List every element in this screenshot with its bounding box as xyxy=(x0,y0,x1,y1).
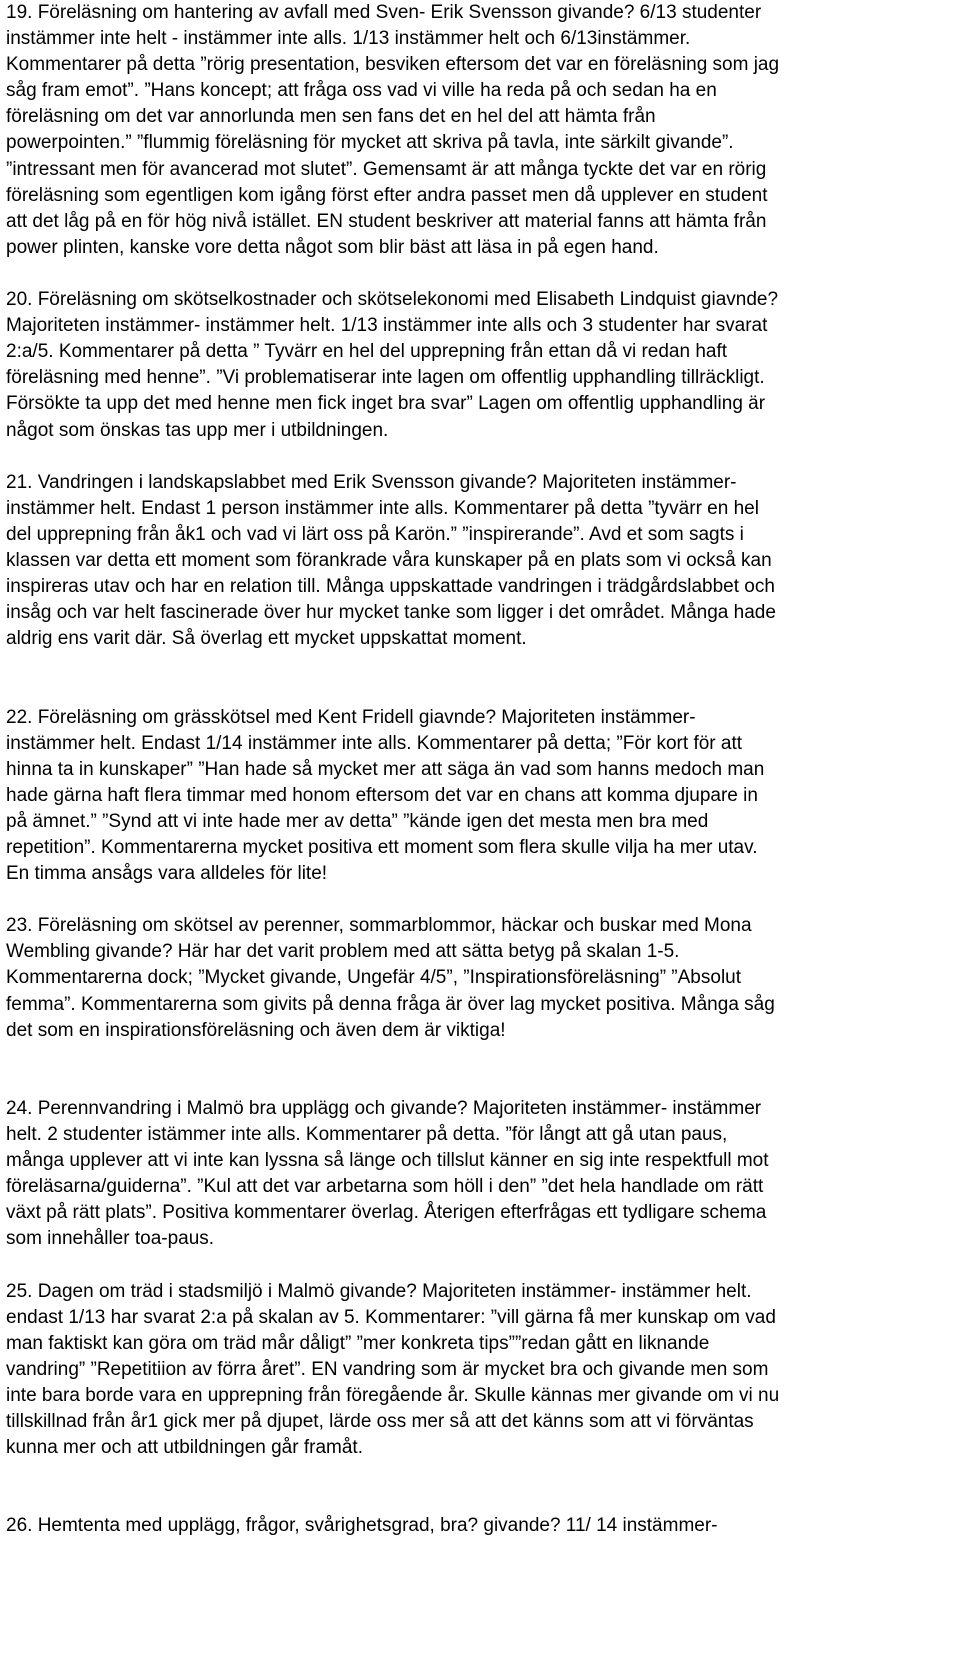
text-line: 19. Föreläsning om hantering av avfall med Sven- Erik Svensson givande? 6/13 studenter xyxy=(6,2,762,23)
paragraph-spacer xyxy=(6,652,950,704)
text-line: på ämnet.” ”Synd att vi inte hade mer av detta” ”kände igen det mesta men bra med xyxy=(6,810,709,832)
text-line: hinna ta in kunskaper” ”Han hade så mycket mer att säga än vad som hanns medoch man xyxy=(6,758,765,780)
text-line: femma”. Kommentarerna som givits på denna fråga är över lag mycket positiva. Många såg xyxy=(6,993,775,1015)
question-25-paragraph xyxy=(6,1279,950,1462)
text-line: insåg och var helt fascinerade över hur mycket tanke som ligger i det området. Många hade xyxy=(6,602,776,624)
text-line: 21. Vandringen i landskapslabbet med Erik Svensson givande? Majoriteten instämmer- xyxy=(6,471,737,493)
question-19-paragraph xyxy=(6,0,950,261)
text-line: power plinten, kanske vore detta något som blir bäst att läsa in på egen hand. xyxy=(6,236,659,258)
text-line: det som en inspirationsföreläsning och även dem är viktiga! xyxy=(6,1019,506,1041)
paragraph-spacer xyxy=(6,1253,950,1279)
text-line: många upplever att vi inte kan lyssna så länge och tillslut känner en sig inte respektfull mot xyxy=(6,1150,769,1172)
text-line: kunna mer och att utbildningen går framåt. xyxy=(6,1437,363,1459)
paragraph-spacer xyxy=(6,444,950,470)
text-line: föreläsning om det var annorlunda men sen fans det en hel del att hämta från xyxy=(6,106,656,128)
text-line: inspireras utav och har en relation till. Många uppskattade vandringen i trädgårdslabbet och xyxy=(6,576,775,598)
text-line: powerpointen.” ”flummig föreläsning för mycket att skriva på tavla, inte särkilt givande”. xyxy=(6,132,734,154)
question-21-paragraph xyxy=(6,470,950,653)
text-line: Kommentarer på detta ”rörig presentation, besviken eftersom det var en föreläsning som jag xyxy=(6,54,780,76)
paragraph-spacer xyxy=(6,1044,950,1096)
text-line: tillskillnad från år1 gick mer på djupet, lärde oss mer så att det känns som att vi förväntas xyxy=(6,1411,754,1433)
question-22-paragraph xyxy=(6,705,950,888)
text-line: 22. Föreläsning om grässkötsel med Kent Fridell giavnde? Majoriteten instämmer- xyxy=(6,706,696,728)
question-23-paragraph xyxy=(6,913,950,1043)
text-line: Försökte ta upp det med henne men fick inget bra svar” Lagen om offentlig upphandling är xyxy=(6,393,766,415)
text-line: att det låg på en för hög nivå istället. EN student beskriver att material fanns att hämta från xyxy=(6,210,767,232)
text-line: 25. Dagen om träd i stadsmiljö i Malmö givande? Majoriteten instämmer- instämmer helt. xyxy=(6,1280,752,1302)
text-line: inte bara borde vara en upprepning från föregående år. Skulle kännas mer givande om vi nu xyxy=(6,1384,780,1406)
text-line: föreläsarna/guiderna”. ”Kul att det var arbetarna som höll i den” ”det hela handlade om rätt xyxy=(6,1176,764,1198)
text-line: instämmer inte helt - instämmer inte alls. 1/13 instämmer helt och 6/13instämmer. xyxy=(6,28,691,50)
text-line: del upprepning från åk1 och vad vi lärt oss på Karön.” ”inspirerande”. Avd et som sagts i xyxy=(6,523,744,545)
text-line: man faktiskt kan göra om träd mår dåligt” ”mer konkreta tips””redan gått en liknande xyxy=(6,1332,710,1354)
text-line: Kommentarerna dock; ”Mycket givande, Ungefär 4/5”, ”Inspirationsföreläsning” ”Absolut xyxy=(6,967,742,989)
text-line: föreläsning som egentligen kom igång först efter andra passet men då upplever en student xyxy=(6,184,768,206)
text-line: såg fram emot”. ”Hans koncept; att fråga oss vad vi ville ha reda på och sedan ha en xyxy=(6,80,717,102)
text-line: instämmer helt. Endast 1 person instämmer inte alls. Kommentarer på detta ”tyvärr en hel xyxy=(6,497,759,519)
text-line: växt på rätt plats”. Positiva kommentarer överlag. Återigen efterfrågas ett tydligare schema xyxy=(6,1202,767,1224)
text-line: hade gärna haft flera timmar med honom eftersom det var en chans att komma djupare in xyxy=(6,784,758,806)
text-line: Wembling givande? Här har det varit problem med att sätta betyg på skalan 1-5. xyxy=(6,941,680,963)
text-line: 26. Hemtenta med upplägg, frågor, svårighetsgrad, bra? givande? 11/ 14 instämmer- xyxy=(6,1515,718,1537)
paragraph-spacer xyxy=(6,261,950,287)
text-line: 20. Föreläsning om skötselkostnader och skötselekonomi med Elisabeth Lindquist giavnde? xyxy=(6,289,779,311)
paragraph-spacer xyxy=(6,1461,950,1513)
text-line: föreläsning med henne”. ”Vi problematiserar inte lagen om offentlig upphandling tillräckligt. xyxy=(6,367,765,389)
paragraph-spacer xyxy=(6,887,950,913)
text-line: 24. Perennvandring i Malmö bra upplägg och givande? Majoriteten instämmer- instämmer xyxy=(6,1097,762,1119)
text-line: ”intressant men för avancerad mot slutet”. Gemensamt är att många tyckte det var en rörig xyxy=(6,158,767,180)
text-line: Majoriteten instämmer- instämmer helt. 1/13 instämmer inte alls och 3 studenter har svarat xyxy=(6,315,768,337)
text-line: repetition”. Kommentarerna mycket positiva ett moment som flera skulle vilja ha mer utav. xyxy=(6,837,758,858)
text-line: 2:a/5. Kommentarer på detta ” Tyvärr en hel del upprepning från ettan då vi redan haft xyxy=(6,341,728,363)
text-line: klassen var detta ett moment som förankrade våra kunskaper på en plats som vi också kan xyxy=(6,549,772,571)
text-line: något som önskas tas upp mer i utbildningen. xyxy=(6,419,389,441)
text-line: endast 1/13 har svarat 2:a på skalan av 5. Kommentarer: ”vill gärna få mer kunskap om vad xyxy=(6,1306,776,1328)
text-line: som innehåller toa-paus. xyxy=(6,1228,215,1250)
text-line: helt. 2 studenter istämmer inte alls. Kommentarer på detta. ”för långt att gå utan paus, xyxy=(6,1124,728,1146)
question-20-paragraph xyxy=(6,287,950,444)
text-line: 23. Föreläsning om skötsel av perenner, sommarblommor, häckar och buskar med Mona xyxy=(6,915,752,937)
question-24-paragraph xyxy=(6,1096,950,1253)
document-page xyxy=(6,0,950,1540)
text-line: En timma ansågs vara alldeles för lite! xyxy=(6,863,328,885)
text-line: instämmer helt. Endast 1/14 instämmer inte alls. Kommentarer på detta; ”För kort för att xyxy=(6,732,743,754)
question-26-paragraph xyxy=(6,1513,950,1539)
text-line: vandring” ”Repetitiion av förra året”. EN vandring som är mycket bra och givande men som xyxy=(6,1358,769,1380)
text-line: aldrig ens varit där. Så överlag ett mycket uppskattat moment. xyxy=(6,628,527,650)
